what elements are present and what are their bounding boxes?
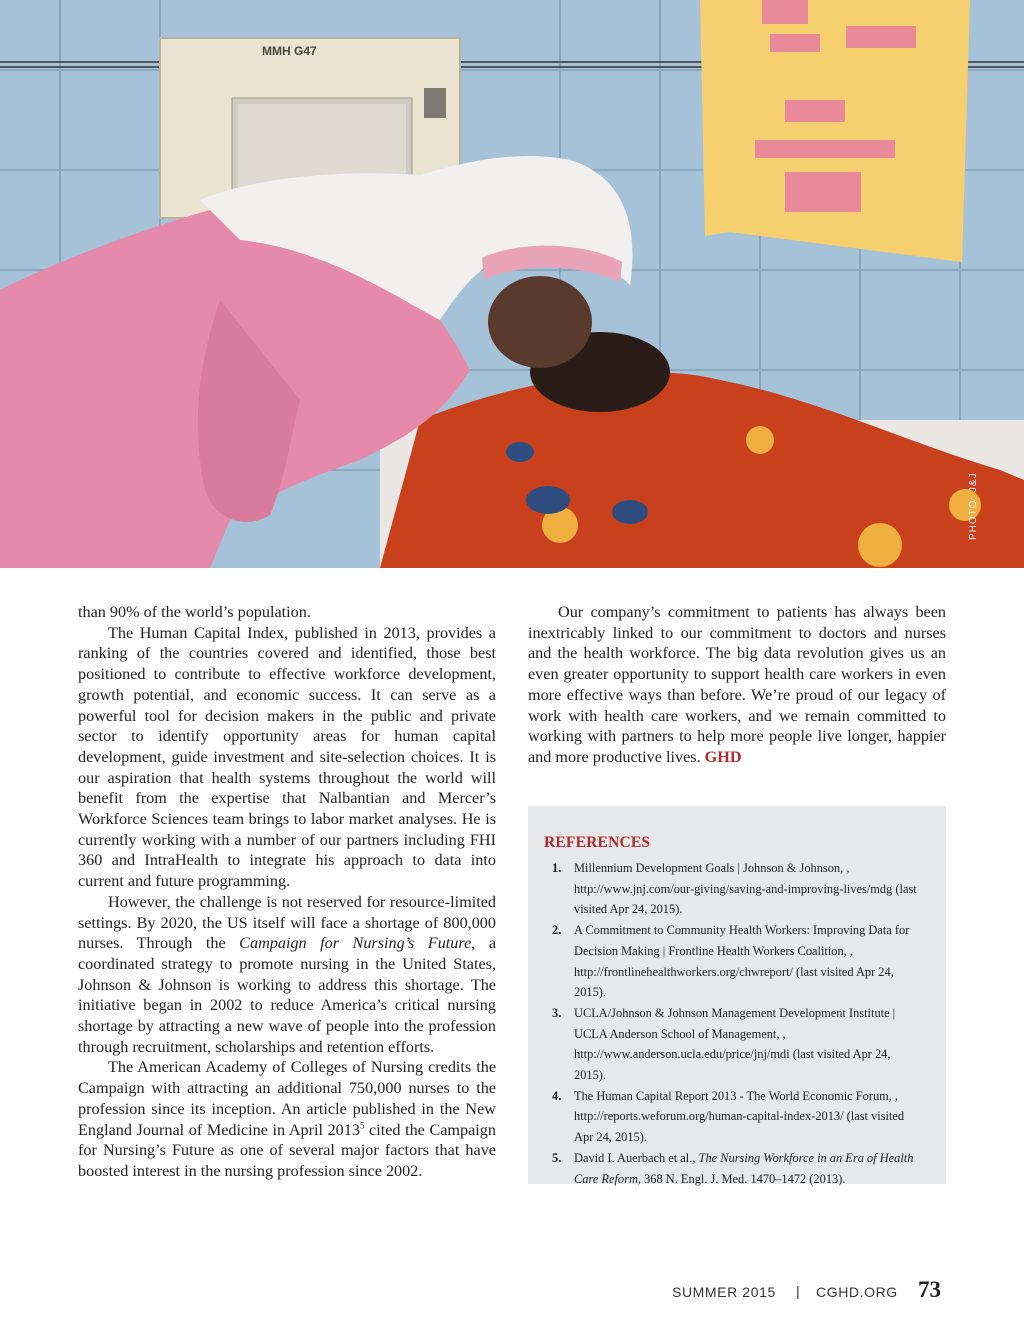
author-signoff: GHD	[704, 747, 742, 766]
reference-text: UCLA/Johnson & Johnson Management Development Institute | UCLA Anderson School of Management, , http://www.anderson.ucla.edu/price/jnj/mdi (last visited Apr 24, 2015).	[574, 1005, 896, 1083]
reference-item	[544, 1148, 924, 1189]
text-run: The American Academy of Colleges of Nursing credits the Campaign with attracting an additional 750,000 nurses to the profession since its inception. An article published in the New England Journal of Medicine in April 2013	[78, 1058, 496, 1139]
reference-item	[544, 1003, 924, 1086]
reference-text: A Commitment to Community Health Workers: Improving Data for Decision Making | Frontline Health Workers Coalition, , http://frontlinehealthworkers.org/chwreport/ (last visited Apr 24, 2015).	[574, 923, 910, 1000]
reference-text: David I. Auerbach et al.,	[574, 1150, 699, 1165]
page-number: 73	[918, 1277, 941, 1302]
reference-number: 5.	[552, 1150, 562, 1165]
text-run: Our company’s commitment to patients has always been inextricably linked to our commitment to doctors and nurses and the health workforce. The big data revolution gives us an even greater opportunity to support health care workers in even more effective ways than before. We’re proud of our legacy of work with health care workers, and we remain committed to working with partners to help more people live longer, happier and more productive lives.	[528, 603, 946, 766]
reference-number: 3.	[552, 1005, 562, 1020]
reference-title: The Nursing Workforce in an Era of Health Care Reform	[574, 1150, 914, 1186]
text-run: However, the challenge is not reserved for resource-limited settings. By 2020, the US itself will face a shortage of 800,000 nurses. Through the	[78, 892, 496, 953]
cabinet-label: MMH G47	[262, 44, 317, 58]
text-run: cited the Campaign for Nursing’s Future as one of several major factors that have boosted interest in the nursing profession since 2002.	[78, 1120, 496, 1180]
site-link: CGHD.ORG	[816, 1284, 898, 1300]
reference-text: Millennium Development Goals | Johnson & Johnson, , http://www.jnj.com/our-giving/saving-and-improving-lives/mdg (last visited Apr 24, 2015).	[574, 861, 917, 917]
references-list	[544, 858, 924, 1189]
reference-item	[544, 858, 924, 920]
page-footer	[672, 1277, 952, 1307]
right-column	[528, 602, 946, 768]
reference-item	[544, 1086, 924, 1148]
issue-label: SUMMER 2015	[672, 1284, 776, 1300]
photo-credit: PHOTO: J&J	[968, 472, 979, 540]
nurse-patient-illustration	[0, 0, 1024, 568]
hero-photo	[0, 0, 1024, 568]
footnote-marker: 5	[359, 1120, 365, 1131]
campaign-title: Campaign for Nursing’s Future	[239, 934, 472, 953]
paragraph: The Human Capital Index, published in 2013, provides a ranking of the countries covered and identified, those best positioned to contribute to effective workforce development, growth potential, and economic success. It can serve as a powerful tool for decision makers in the public and private sector to identify opportunity areas for human capital development, guide investment and site-selection choices. It is our aspiration that health systems throughout the world will benefit from the expertise that Nalbantian and Mercer’s Workforce Sciences team brings to labor market analyses. He is currently working with a number of our partners including FHI 360 and IntraHealth to integrate his approach to data into current and future programming.	[78, 623, 496, 891]
reference-text: , 368 N. Engl. J. Med. 1470–1472 (2013).	[637, 1171, 846, 1186]
footer-separator: |	[796, 1283, 800, 1299]
reference-number: 1.	[552, 861, 562, 875]
paragraph	[78, 892, 496, 1058]
reference-number: 2.	[552, 923, 562, 938]
left-column	[78, 602, 496, 1182]
reference-item	[544, 920, 924, 1003]
text-run: , a coordinated strategy to promote nursing in the United States, Johnson & Johnson is working to address this shortage. The initiative began in 2002 to reduce America’s critical nursing shortage by attracting a new wave of people into the profession through recruitment, scholarships and retention efforts.	[78, 934, 497, 1056]
paragraph: than 90% of the world’s population.	[78, 603, 311, 621]
references-heading: REFERENCES	[544, 834, 651, 851]
reference-text: The Human Capital Report 2013 - The World Economic Forum, , http://reports.weforum.org/human-capital-index-2013/ (last visited Apr 24, 2015).	[574, 1088, 905, 1145]
reference-number: 4.	[552, 1088, 562, 1103]
paragraph	[78, 1057, 496, 1181]
paragraph	[528, 602, 946, 768]
references-box	[528, 806, 946, 1184]
